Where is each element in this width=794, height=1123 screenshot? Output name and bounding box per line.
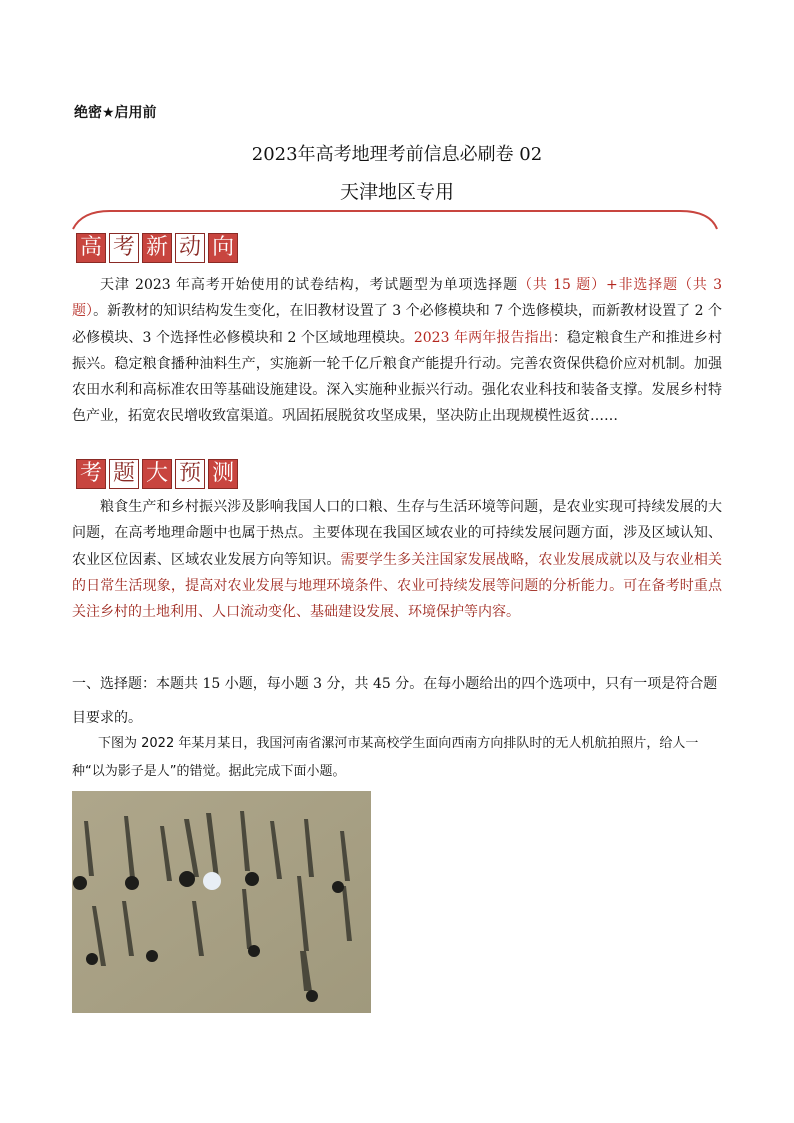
tag-char: 测 (208, 459, 238, 489)
tag-char: 考 (76, 459, 106, 489)
section-tag-kaoti-da-yuce (76, 459, 238, 489)
text-segment-red: 需要学生多关注国家发展战略，农业发展成就以及与农业相关的日常生活现象，提高对农业发展与地理环境条件、农业可持续发展等问题的分析能力。可在备考时重点关注乡村的土地利用、人口流动变化、基础建设发展、环境保护等内容。 (72, 551, 723, 621)
question-section-heading: 一、选择题：本题共 15 小题，每小题 3 分，共 45 分。在每小题给出的四个选项中，只有一项是符合题目要求的。 (72, 676, 718, 726)
tag-char: 题 (109, 459, 139, 489)
question-intro: 下图为 2022 年某月某日，我国河南省漯河市某高校学生面向西南方向排队时的无人机航拍照片，给人一种“以为影子是人”的错觉。据此完成下面小题。 (72, 736, 699, 779)
text-segment-red: （共 15 题）+非选择题（共 3 题） (72, 277, 722, 320)
tag-char: 高 (76, 233, 106, 263)
section2-paragraph (72, 494, 722, 625)
secret-label: 绝密★启用前 (74, 105, 157, 121)
tag-char: 动 (175, 233, 205, 263)
text-segment: 粮食生产和乡村振兴涉及影响我国人口的口粮、生存与生活环境等问题，是农业实现可持续发展的大问题，在高考地理命题中也属于热点。主要体现在我国区域农业的可持续发展问题方面，涉及区域认知、农业区位因素、区域农业发展方向等知识。 (72, 499, 722, 568)
tag-char: 考 (109, 233, 139, 263)
drone-photo-students-shadows (72, 791, 371, 1013)
section1-paragraph (72, 272, 722, 430)
tag-char: 向 (208, 233, 238, 263)
tag-char: 预 (175, 459, 205, 489)
tag-char: 新 (142, 233, 172, 263)
text-segment: 。新教材的知识结构发生变化，在旧教材设置了 3 个必修模块和 7 个选修模块，而新教材设置了 2 个必修模块、3 个选择性必修模块和 2 个区域地理模块。 (72, 303, 723, 346)
decorative-arc (70, 205, 720, 235)
page-subtitle: 天津地区专用 (339, 181, 454, 203)
text-segment: ：稳定粮食生产和推进乡村振兴。稳定粮食播种油料生产，实施新一轮千亿斤粮食产能提升行动。完善农资保供稳价应对机制。加强农田水利和高标准农田等基础设施建设。深入实施种业振兴行动。强化农业科技和装备支撑。发展乡村特色产业，拓宽农民增收致富渠道。巩固拓展脱贫攻坚成果，坚决防止出现规模性返贫…… (72, 329, 722, 425)
text-segment-red: 2023 年两年报告指出 (413, 329, 553, 346)
tag-char: 大 (142, 459, 172, 489)
text-segment: 天津 2023 年高考开始使用的试卷结构，考试题型为单项选择题 (100, 277, 519, 293)
page-title: 2023年高考地理考前信息必刷卷 02 (251, 144, 543, 165)
section-tag-gaokao-xin-dongxiang (76, 233, 238, 263)
